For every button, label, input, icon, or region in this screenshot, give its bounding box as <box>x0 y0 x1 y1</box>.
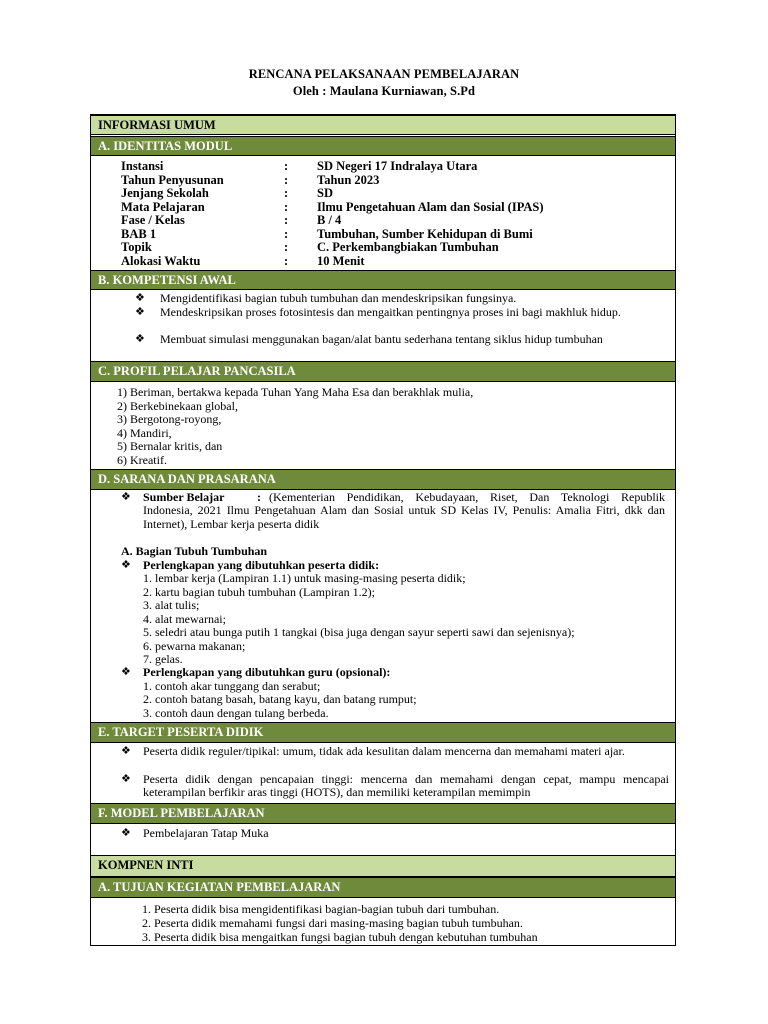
target-item: Peserta didik dengan pencapaian tinggi: mencerna dan memahami dengan cepat, mampu mencapai keterampilan berfikir aras tinggi (HOTS), dan memiliki keterampilan memimpin <box>143 771 669 799</box>
equipment-item: 6. pewarna makanan; <box>143 638 246 653</box>
profile-item: 1) Beriman, bertakwa kepada Tuhan Yang Maha Esa dan berakhlak mulia, <box>117 385 474 399</box>
diamond-bullet-icon: ❖ <box>121 558 131 571</box>
section-model-pembelajaran: F. MODEL PEMBELAJARAN <box>90 803 676 824</box>
objective-item: 1. Peserta didik bisa mengidentifikasi bagian-bagian tubuh dari tumbuhan. <box>142 902 500 916</box>
identity-label: Alokasi Waktu <box>121 253 201 268</box>
equipment-item: 3. alat tulis; <box>143 598 200 612</box>
identity-label: Instansi <box>121 159 164 173</box>
competency-item: Mengidentifikasi bagian tubuh tumbuhan dan mendeskripsikan fungsinya. <box>160 291 517 305</box>
competency-item: Mendeskripsikan proses fotosintesis dan mengaitkan pentingnya proses ini bagi makhluk hidup. <box>160 304 621 319</box>
identity-value: SD Negeri 17 Indralaya Utara <box>317 159 478 173</box>
profile-item: 5) Bernalar kritis, dan <box>117 439 223 453</box>
profile-item: 2) Berkebinekaan global, <box>117 398 238 413</box>
diamond-bullet-icon: ❖ <box>121 745 131 757</box>
diamond-bullet-icon: ❖ <box>121 666 131 678</box>
diamond-bullet-icon: ❖ <box>121 827 131 839</box>
sumber-belajar-text: (Kementerian Pendidikan, Kebudayaan, Riset, Dan Teknologi Republik Indonesia, 2021 Ilmu Pengetahuan Alam dan Sosial untuk SD Kelas IV, Penulis: Amalia Fitri, dkk dan Internet), Lembar kerja peserta didik <box>143 490 665 531</box>
diamond-bullet-icon: ❖ <box>121 491 131 503</box>
target-item: Peserta didik reguler/tipikal: umum, tidak ada kesulitan dalam mencerna dan memahami materi ajar. <box>143 744 625 758</box>
section-target-peserta: E. TARGET PESERTA DIDIK <box>90 722 676 743</box>
identity-label: Topik <box>121 240 152 254</box>
identity-colon: : <box>284 159 289 173</box>
diamond-bullet-icon: ❖ <box>135 332 145 345</box>
objective-item: 3. Peserta didik bisa mengaitkan fungsi bagian tubuh dengan kebutuhan tumbuhan <box>142 930 538 944</box>
equipment-item: 2. contoh batang basah, batang kayu, dan batang rumput; <box>143 692 417 706</box>
sumber-belajar-colon: : <box>257 490 261 504</box>
identity-colon: : <box>284 213 289 227</box>
section-profil-pelajar: C. PROFIL PELAJAR PANCASILA <box>90 361 676 382</box>
section-komponen-inti: KOMPNEN INTI <box>90 855 676 877</box>
identity-colon: : <box>284 186 289 200</box>
identity-colon: : <box>284 253 289 268</box>
subsection-heading: A. Bagian Tubuh Tumbuhan <box>121 544 268 558</box>
diamond-bullet-icon: ❖ <box>121 772 131 785</box>
identity-label: Tahun Penyusunan <box>121 172 224 187</box>
identity-colon: : <box>284 172 289 187</box>
section-tujuan-kegiatan: A. TUJUAN KEGIATAN PEMBELAJARAN <box>90 877 676 898</box>
profile-item: 4) Mandiri, <box>117 425 172 440</box>
section-informasi-umum: INFORMASI UMUM <box>90 115 676 135</box>
objective-item: 2. Peserta didik memahami fungsi dari masing-masing bagian tubuh tumbuhan. <box>142 916 523 930</box>
competency-item: Membuat simulasi menggunakan bagan/alat bantu sederhana tentang siklus hidup tumbuhan <box>160 331 603 346</box>
document-title: RENCANA PELAKSANAAN PEMBELAJARAN <box>248 67 520 81</box>
identity-value: Tahun 2023 <box>317 172 380 187</box>
diamond-bullet-icon: ❖ <box>135 292 145 304</box>
identity-label: BAB 1 <box>121 226 157 241</box>
identity-value: Tumbuhan, Sumber Kehidupan di Bumi <box>317 226 533 241</box>
section-identitas-modul: A. IDENTITAS MODUL <box>90 136 676 156</box>
identity-value: C. Perkembangbiakan Tumbuhan <box>317 240 499 254</box>
teacher-equipment-heading: Perlengkapan yang dibutuhkan guru (opsional): <box>143 665 391 679</box>
identity-label: Fase / Kelas <box>121 213 185 227</box>
identity-value: SD <box>317 186 333 200</box>
identity-value: B / 4 <box>317 213 342 227</box>
identity-value: Ilmu Pengetahuan Alam dan Sosial (IPAS) <box>317 199 544 214</box>
equipment-item: 1. lembar kerja (Lampiran 1.1) untuk masing-masing peserta didik; <box>143 571 466 585</box>
profile-item: 3) Bergotong-royong, <box>117 412 222 426</box>
identity-label: Jenjang Sekolah <box>121 186 209 200</box>
equipment-item: 7. gelas. <box>143 652 183 666</box>
identity-label: Mata Pelajaran <box>121 199 205 214</box>
equipment-item: 4. alat mewarnai; <box>143 611 226 626</box>
document-author: Oleh : Maulana Kurniawan, S.Pd <box>292 84 476 98</box>
diamond-bullet-icon: ❖ <box>135 305 145 318</box>
identity-colon: : <box>284 226 289 241</box>
equipment-item: 1. contoh akar tunggang dan serabut; <box>143 678 321 693</box>
section-kompetensi-awal: B. KOMPETENSI AWAL <box>90 270 676 290</box>
equipment-item: 5. seledri atau bunga putih 1 tangkai (bisa juga dengan sayur seperti sawi dan sejenisnya); <box>143 625 575 639</box>
equipment-item: 3. contoh daun dengan tulang berbeda. <box>143 705 329 720</box>
section-sarana-prasarana: D. SARANA DAN PRASARANA <box>90 469 676 490</box>
identity-value: 10 Menit <box>317 253 365 268</box>
student-equipment-heading: Perlengkapan yang dibutuhkan peserta didik: <box>143 557 380 572</box>
sumber-belajar-label: Sumber Belajar <box>143 490 225 504</box>
model-item: Pembelajaran Tatap Muka <box>143 826 269 840</box>
identity-colon: : <box>284 199 289 214</box>
equipment-item: 2. kartu bagian tubuh tumbuhan (Lampiran 1.2); <box>143 584 375 599</box>
profile-item: 6) Kreatif. <box>117 452 167 467</box>
identity-colon: : <box>284 240 289 254</box>
